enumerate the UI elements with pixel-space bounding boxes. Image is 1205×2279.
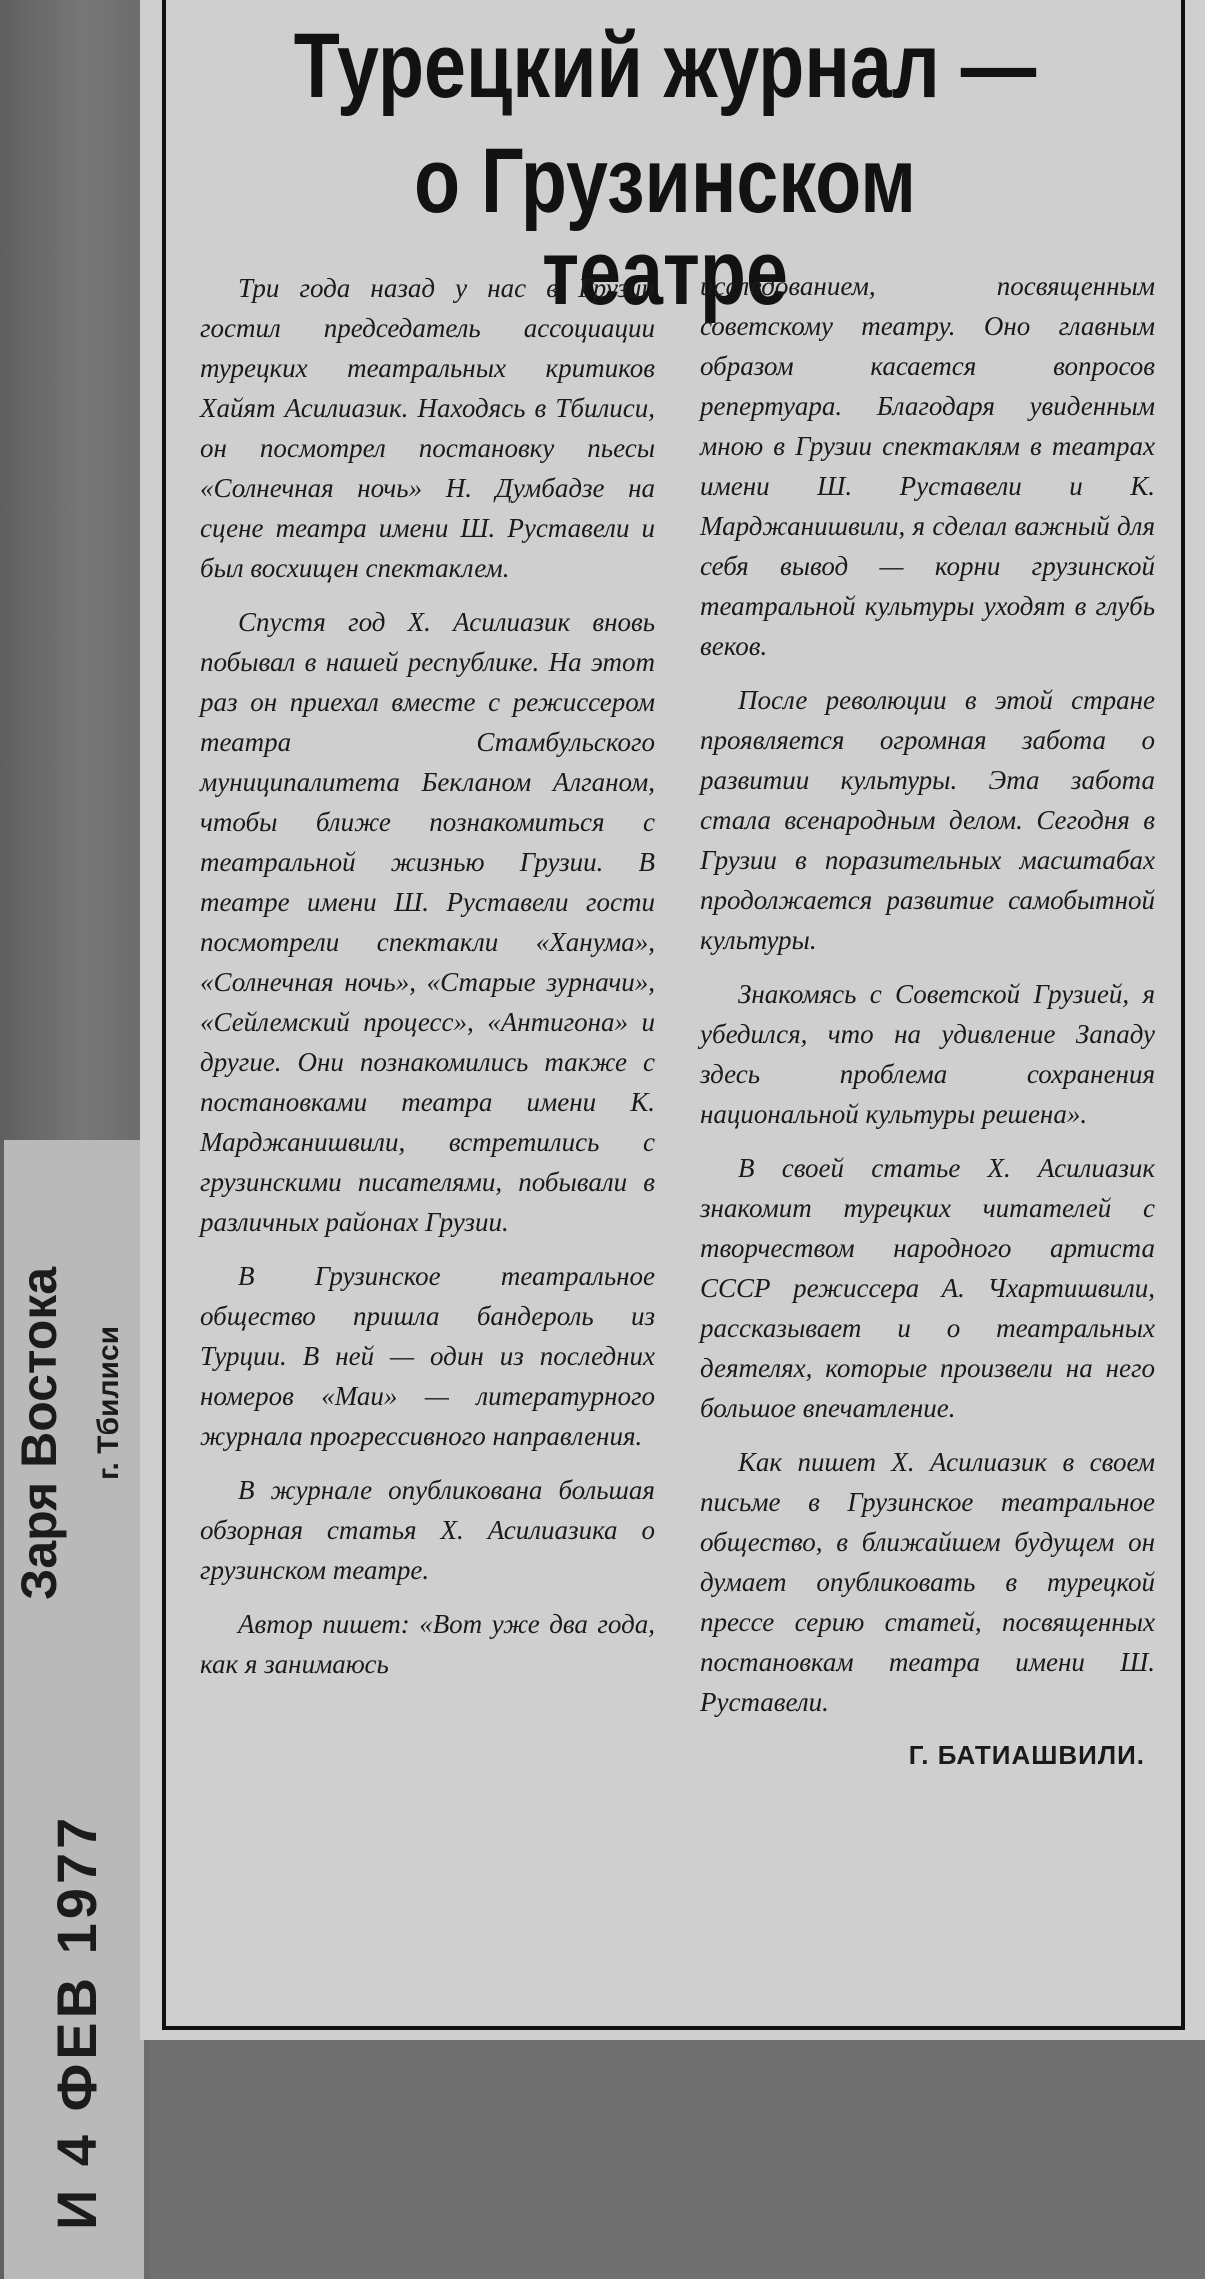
paragraph: Спустя год Х. Асилиазик вновь побывал в нашей республике. На этот раз он приехал вместе с режиссером театра Стамбульского муниципалитета Бекланом Алганом, чтобы ближе познакомиться с театральной жизнью Грузии. В театре имени Ш. Руставели гости посмотрели спектакли «Ханума», «Солнечная ночь», «Старые зурначи», «Сейлемский процесс», «Антигона» и другие. Они познакомились также с постановками театра имени К. Марджанишвили, встретились с грузинскими писателями, побывали в различных районах Грузии.: [200, 607, 655, 1237]
article-title-line-1: Турецкий журнал —: [293, 15, 1037, 117]
newspaper-stamp: Заря Востока: [11, 1266, 67, 1600]
author-signature: Г. БАТИАШВИЛИ.: [908, 1740, 1145, 1770]
date-stamp: И 4 ФЕВ 1977: [45, 1813, 108, 2230]
article-right-column: [700, 266, 1155, 1771]
paragraph: Автор пишет: «Вот уже два года, как я занимаюсь: [200, 1609, 655, 1679]
paragraph: Три года назад у нас в Грузии гостил председатель ассоциации турецких театральных критиков Хайят Асилиазик. Находясь в Тбилиси, он посмотрел постановку пьесы «Солнечная ночь» Н. Думбадзе на сцене театра имени Ш. Руставели и был восхищен спектаклем.: [200, 273, 655, 583]
paragraph: В журнале опубликована большая обзорная статья Х. Асилиазика о грузинском театре.: [200, 1475, 655, 1585]
article-left-column: [200, 268, 655, 1698]
paragraph-continuation: исследованием, посвященным советскому театру. Оно главным образом касается вопросов репертуара. Благодаря увиденным мною в Грузии спектаклям в театрах имени Ш. Руставели и К. Марджанишвили, я сделал важный для себя вывод — корни грузинской театральной культуры уходят в глубь веков.: [700, 271, 1155, 661]
paragraph: Как пишет Х. Асилиазик в своем письме в Грузинское театральное общество, в ближайшем будущем он думает опубликовать в турецкой прессе серию статей, посвященных постановкам театра имени Ш. Руставели.: [700, 1447, 1155, 1717]
paragraph: Знакомясь с Советской Грузией, я убедился, что на удивление Западу здесь проблема сохранения национальной культуры решена».: [700, 979, 1155, 1129]
city-stamp: г. Тбилиси: [92, 1325, 125, 1480]
article-title-line-2: о Грузинском театре: [413, 130, 917, 324]
paragraph: После революции в этой стране проявляется огромная забота о развитии культуры. Эта забота стала всенародным делом. Сегодня в Грузии в поразительных масштабах продолжается развитие самобытной культуры.: [700, 685, 1155, 955]
paragraph: В Грузинское театральное общество пришла бандероль из Турции. В ней — один из последних номеров «Маи» — литературного журнала прогрессивного направления.: [200, 1261, 655, 1451]
paragraph: В своей статье Х. Асилиазик знакомит турецких читателей с творчеством народного артиста СССР режиссера А. Чхартишвили, рассказывает и о театральных деятелях, которые произвели на него большое впечатление.: [700, 1153, 1155, 1423]
